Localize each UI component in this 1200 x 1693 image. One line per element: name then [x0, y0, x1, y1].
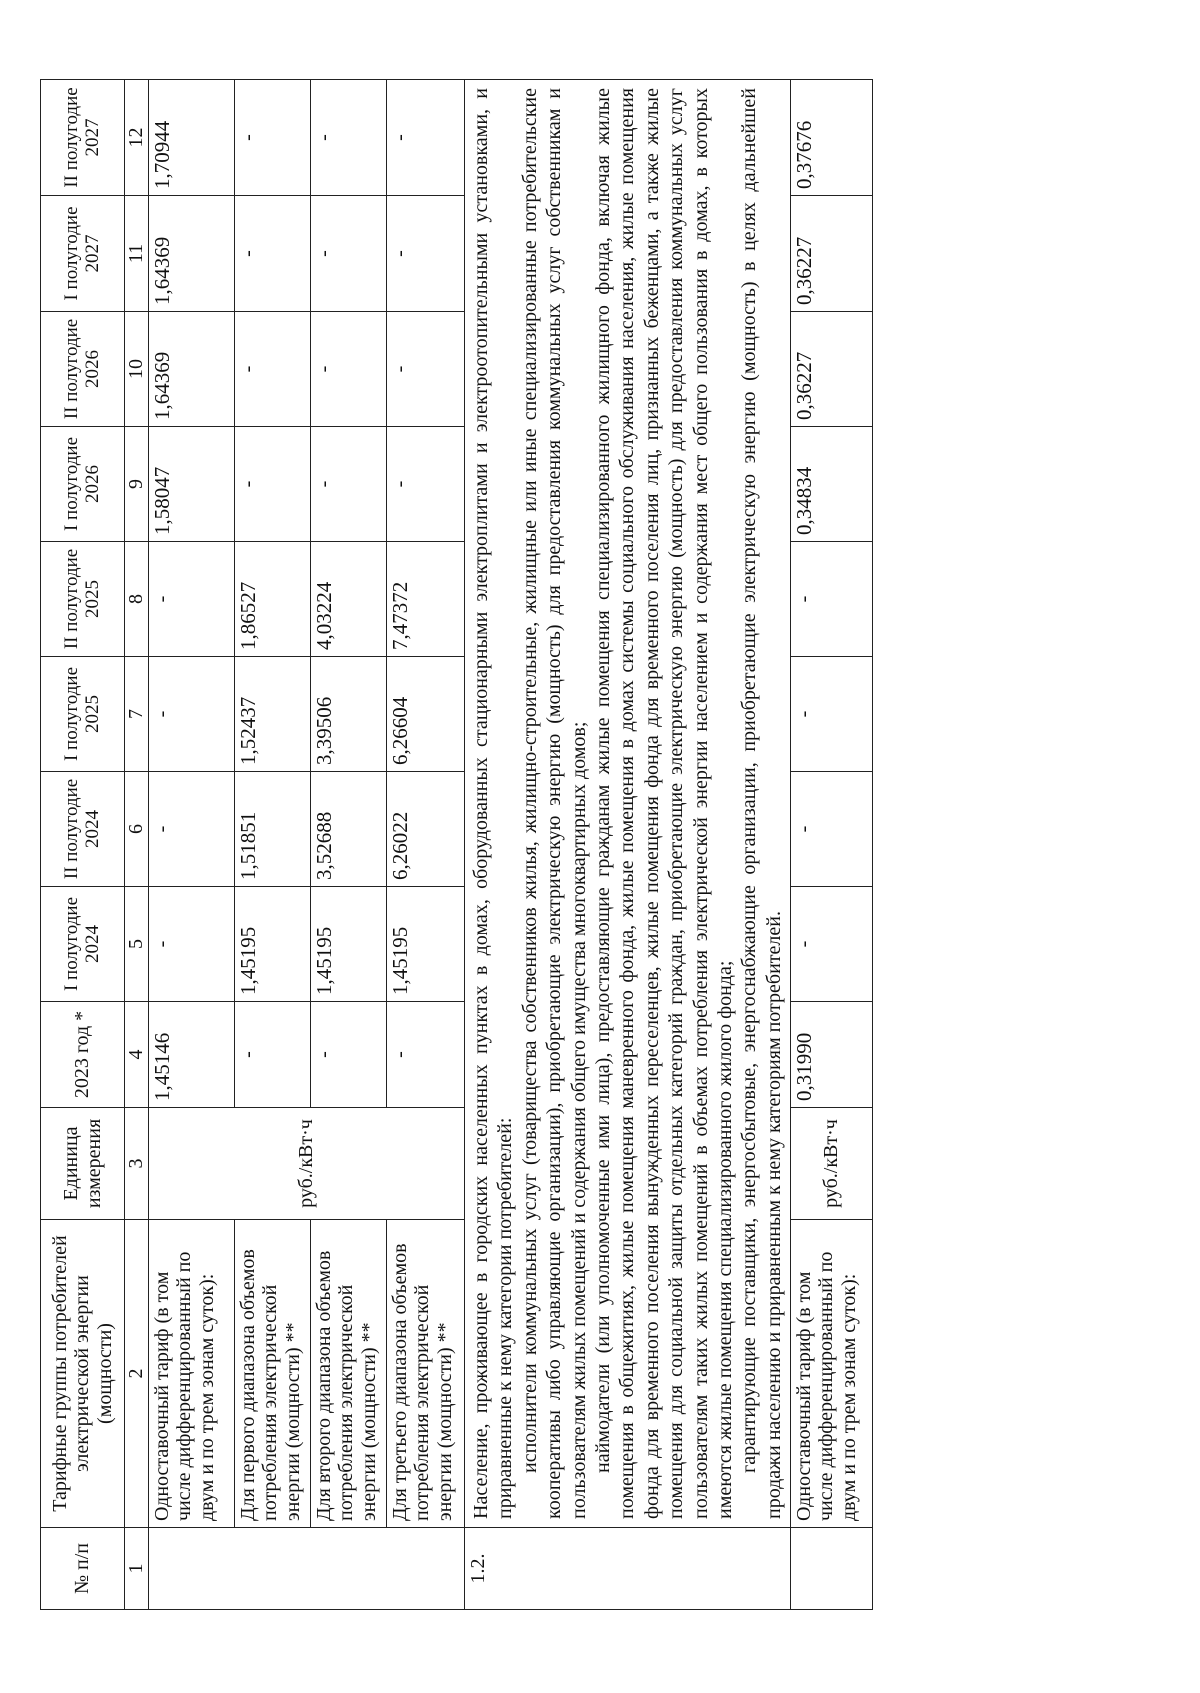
table-row [791, 80, 873, 1610]
cell-value: 1,52437 [235, 657, 311, 772]
header-col-unit: Единица измерения [41, 1108, 125, 1220]
column-number: 12 [125, 80, 149, 196]
cell-value: 0,36227 [791, 196, 873, 312]
row-group-name: Одноставочный тариф (в том числе дифференцированный по двум и по трем зонам суток): [791, 1220, 873, 1528]
cell-value: - [311, 196, 387, 312]
table-header [41, 80, 149, 1610]
header-col-group: Тарифные группы потребителей электрической энергии (мощности) [41, 1220, 125, 1528]
section-row [465, 80, 791, 1610]
column-number: 9 [125, 427, 149, 542]
cell-value: - [387, 312, 465, 427]
column-number: 7 [125, 657, 149, 772]
cell-value: - [387, 80, 465, 196]
header-col-num: № п/п [41, 1528, 125, 1610]
row-number-empty [791, 1528, 873, 1610]
cell-value: 0,34834 [791, 427, 873, 542]
cell-value: 1,86527 [235, 542, 311, 657]
section-number: 1.2. [465, 1528, 791, 1610]
header-period: I полугодие 2025 [41, 657, 125, 772]
cell-value: - [311, 312, 387, 427]
cell-value: 3,39506 [311, 657, 387, 772]
cell-value: 1,58047 [149, 427, 235, 542]
cell-value: - [791, 657, 873, 772]
cell-value: - [235, 1002, 311, 1108]
header-period: I полугодие 2027 [41, 196, 125, 312]
header-period: II полугодие 2024 [41, 772, 125, 887]
header-col-2023: 2023 год * [41, 1002, 125, 1108]
cell-value: - [387, 1002, 465, 1108]
tariff-table [40, 79, 873, 1610]
header-period: II полугодие 2027 [41, 80, 125, 196]
column-number: 2 [125, 1220, 149, 1528]
header-period: I полугодие 2026 [41, 427, 125, 542]
row-number-empty [149, 1528, 235, 1610]
cell-value: - [791, 887, 873, 1002]
cell-value: - [311, 80, 387, 196]
row-number-empty [235, 1528, 311, 1610]
table-row [311, 80, 387, 1610]
cell-value: - [791, 772, 873, 887]
cell-value: 6,26604 [387, 657, 465, 772]
column-number: 3 [125, 1108, 149, 1220]
cell-value: - [387, 427, 465, 542]
row-group-name: Для первого диапазона объемов потребления электрической энергии (мощности) ** [235, 1220, 311, 1528]
cell-value: - [387, 196, 465, 312]
cell-value: - [149, 772, 235, 887]
cell-value: 1,45195 [311, 887, 387, 1002]
row-group-name: Одноставочный тариф (в том числе дифференцированный по двум и по трем зонам суток): [149, 1220, 235, 1528]
cell-value: - [235, 427, 311, 542]
row-unit: руб./кВт·ч [149, 1108, 465, 1220]
column-number: 8 [125, 542, 149, 657]
section-description [465, 80, 791, 1528]
cell-value: 1,64369 [149, 312, 235, 427]
row-group-name: Для второго диапазона объемов потребления электрической энергии (мощности) ** [311, 1220, 387, 1528]
cell-value: 7,47372 [387, 542, 465, 657]
cell-value: 0,37676 [791, 80, 873, 196]
cell-value: 0,31990 [791, 1002, 873, 1108]
column-number: 4 [125, 1002, 149, 1108]
cell-value: 1,45146 [149, 1002, 235, 1108]
cell-value: - [235, 312, 311, 427]
table-row [235, 80, 311, 1610]
cell-value: 1,64369 [149, 196, 235, 312]
cell-value: - [235, 196, 311, 312]
cell-value: - [149, 657, 235, 772]
section-paragraph: наймодатели (или уполномоченные ими лица), предоставляющие гражданам жилые помещения специализированного жилищного фонда, включая жилые помещения в общежитиях, жилые помещения маневренного фонда, жилые помещения в домах системы социального обслуживания населения, жилые помещения фонда для временного поселения вынужденных переселенцев, жилые помещения фонда для временного поселения лиц, признанных беженцами, а также жилые помещения для социальной защиты отдельных категорий граждан, приобретающие электрическую энергию (мощность) для предоставления коммунальных услуг пользователям таких жилых помещений в объемах потребления электрической энергии населением и содержания мест общего пользования в домах, в которых имеются жилые помещения специализированного жилого фонда; [591, 88, 736, 1519]
column-number: 10 [125, 312, 149, 427]
cell-value: - [149, 542, 235, 657]
cell-value: 6,26022 [387, 772, 465, 887]
cell-value: 1,45195 [387, 887, 465, 1002]
table-row [387, 80, 465, 1610]
cell-value: 3,52688 [311, 772, 387, 887]
header-period: I полугодие 2024 [41, 887, 125, 1002]
section-paragraph: гарантирующие поставщики, энергосбытовые, энергоснабжающие организации, приобретающие электрическую энергию (мощность) в целях дальнейшей продажи населению и приравненным к нему категориям потребителей. [738, 88, 785, 1519]
cell-value: - [311, 427, 387, 542]
section-paragraph: исполнители коммунальных услуг (товарищества собственников жилья, жилищно-строительные, жилищные или иные специализированные потребительские кооперативы либо управляющие организации), приобретающие электрическую энергию (мощность) для предоставления коммунальных услуг собственникам и пользователям жилых помещений и содержания общего имущества многоквартирных домов; [518, 88, 590, 1519]
cell-value: - [791, 542, 873, 657]
row-number-empty [311, 1528, 387, 1610]
row-group-name: Для третьего диапазона объемов потребления электрической энергии (мощности) ** [387, 1220, 465, 1528]
cell-value: - [149, 887, 235, 1002]
table-row [149, 80, 235, 1610]
cell-value: 1,45195 [235, 887, 311, 1002]
column-number: 11 [125, 196, 149, 312]
column-number: 5 [125, 887, 149, 1002]
header-period: II полугодие 2026 [41, 312, 125, 427]
row-number-empty [387, 1528, 465, 1610]
cell-value: 0,36227 [791, 312, 873, 427]
row-unit: руб./кВт·ч [791, 1108, 873, 1220]
cell-value: 1,51851 [235, 772, 311, 887]
column-number: 6 [125, 772, 149, 887]
cell-value: 1,70944 [149, 80, 235, 196]
cell-value: - [311, 1002, 387, 1108]
section-paragraph: Население, проживающее в городских населенных пунктах в домах, оборудованных стационарными электроплитами и электроотопительными установками, и приравненные к нему категории потребителей: [470, 88, 517, 1519]
header-period: II полугодие 2025 [41, 542, 125, 657]
cell-value: - [235, 80, 311, 196]
column-number: 1 [125, 1528, 149, 1610]
cell-value: 4,03224 [311, 542, 387, 657]
